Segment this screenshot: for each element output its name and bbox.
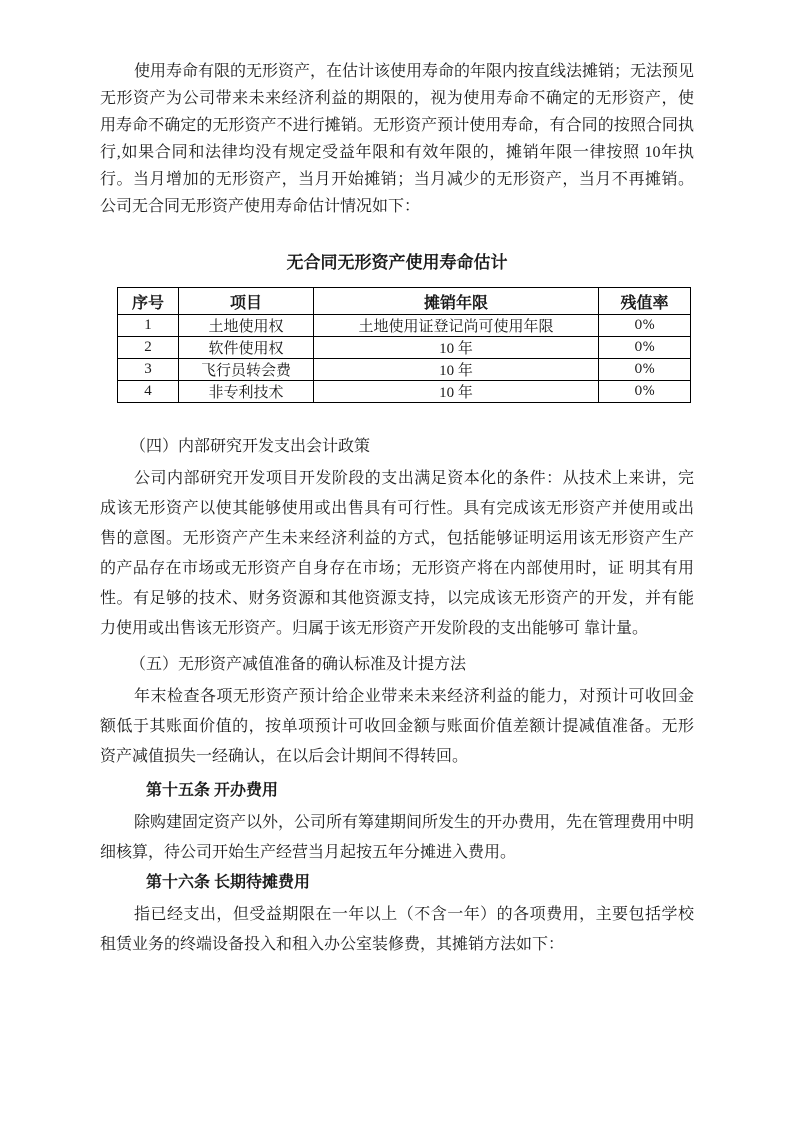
text-line: 资产减值损失一经确认，在以后会计期间不得转回。 — [100, 748, 469, 765]
text-line: 售的意图。无形资产产生未来经济利益的方式，包括能够证明运用该无形资产生产 — [100, 530, 694, 547]
table-cell: 10 年 — [314, 359, 599, 381]
table-row — [118, 381, 691, 403]
section-4-paragraph — [100, 464, 694, 644]
table-cell: 软件使用权 — [179, 337, 314, 359]
table-cell: 4 — [118, 381, 179, 403]
text-line: 公司无合同无形资产使用寿命估计情况如下： — [100, 198, 421, 215]
text-line: 公司内部研究开发项目开发阶段的支出满足资本化的条件：从技术上来讲，完 — [134, 470, 694, 487]
table-cell: 0% — [599, 337, 691, 359]
article-16-heading: 第十六条 长期待摊费用 — [146, 874, 311, 891]
text-line: 使用寿命有限的无形资产，在估计该使用寿命的年限内按直线法摊销；无法预见 — [134, 63, 695, 80]
table-cell: 非专利技术 — [179, 381, 314, 403]
article-16-paragraph — [100, 900, 694, 960]
text-line: 细核算，待公司开始生产经营当月起按五年分摊进入费用。 — [100, 844, 517, 861]
text-line: 指已经支出，但受益期限在一年以上（不含一年）的各项费用，主要包括学校 — [134, 906, 694, 923]
table-cell: 飞行员转会费 — [179, 359, 314, 381]
table-row — [118, 315, 691, 337]
table-row — [118, 359, 691, 381]
text-line: 无形资产为公司带来未来经济利益的期限的，视为使用寿命不确定的无形资产，使 — [100, 90, 694, 107]
table-cell: 0% — [599, 315, 691, 337]
text-line: 除购建固定资产以外，公司所有筹建期间所发生的开办费用，先在管理费用中明 — [134, 814, 695, 831]
table-cell: 2 — [118, 337, 179, 359]
table-cell: 1 — [118, 315, 179, 337]
text-line: 性。有足够的技术、财务资源和其他资源支持，以完成该无形资产的开发，并有能 — [100, 590, 694, 607]
table-cell: 0% — [599, 381, 691, 403]
text-line: 额低于其账面价值的，按单项预计可收回金额与账面价值差额计提减值准备。无形 — [100, 718, 694, 735]
intro-paragraph — [100, 58, 694, 220]
table-cell: 0% — [599, 359, 691, 381]
section-4-heading: （四）内部研究开发支出会计政策 — [130, 438, 371, 455]
table-cell: 土地使用权 — [179, 315, 314, 337]
article-15-heading: 第十五条 开办费用 — [146, 782, 279, 799]
table-row — [118, 337, 691, 359]
article-15-paragraph — [100, 808, 694, 868]
table-header-cell: 序号 — [118, 288, 179, 315]
text-line: 租赁业务的终端设备投入和租入办公室装修费，其摊销方法如下： — [100, 936, 565, 953]
table-header-cell: 残值率 — [599, 288, 691, 315]
section-5-paragraph — [100, 682, 694, 772]
section-5-heading: （五）无形资产减值准备的确认标准及计提方法 — [130, 656, 467, 673]
table-header-row — [118, 288, 691, 315]
table-cell: 10 年 — [314, 337, 599, 359]
text-line: 行。当月增加的无形资产，当月开始摊销；当月减少的无形资产，当月不再摊销。 — [100, 171, 694, 188]
text-line: 力使用或出售该无形资产。归属于该无形资产开发阶段的支出能够可 靠计量。 — [100, 620, 649, 637]
text-line: 行,如果合同和法律均没有规定受益年限和有效年限的，摊销年限一律按照 10年执 — [100, 144, 694, 161]
table-title: 无合同无形资产使用寿命估计 — [286, 253, 508, 272]
text-line: 用寿命不确定的无形资产不进行摊销。无形资产预计使用寿命，有合同的按照合同执 — [100, 117, 694, 134]
table-cell: 10 年 — [314, 381, 599, 403]
text-line: 成该无形资产以使其能够使用或出售具有可行性。具有完成该无形资产并使用或出 — [100, 500, 694, 517]
text-line: 年末检查各项无形资产预计给企业带来未来经济利益的能力，对预计可收回金 — [134, 688, 694, 705]
table-cell: 土地使用证登记尚可使用年限 — [314, 315, 599, 337]
table-cell: 3 — [118, 359, 179, 381]
text-line: 的产品存在市场或无形资产自身存在市场；无形资产将在内部使用时，证 明其有用 — [100, 560, 694, 577]
table-header-cell: 摊销年限 — [314, 288, 599, 315]
table-header-cell: 项目 — [179, 288, 314, 315]
useful-life-table — [117, 287, 691, 403]
